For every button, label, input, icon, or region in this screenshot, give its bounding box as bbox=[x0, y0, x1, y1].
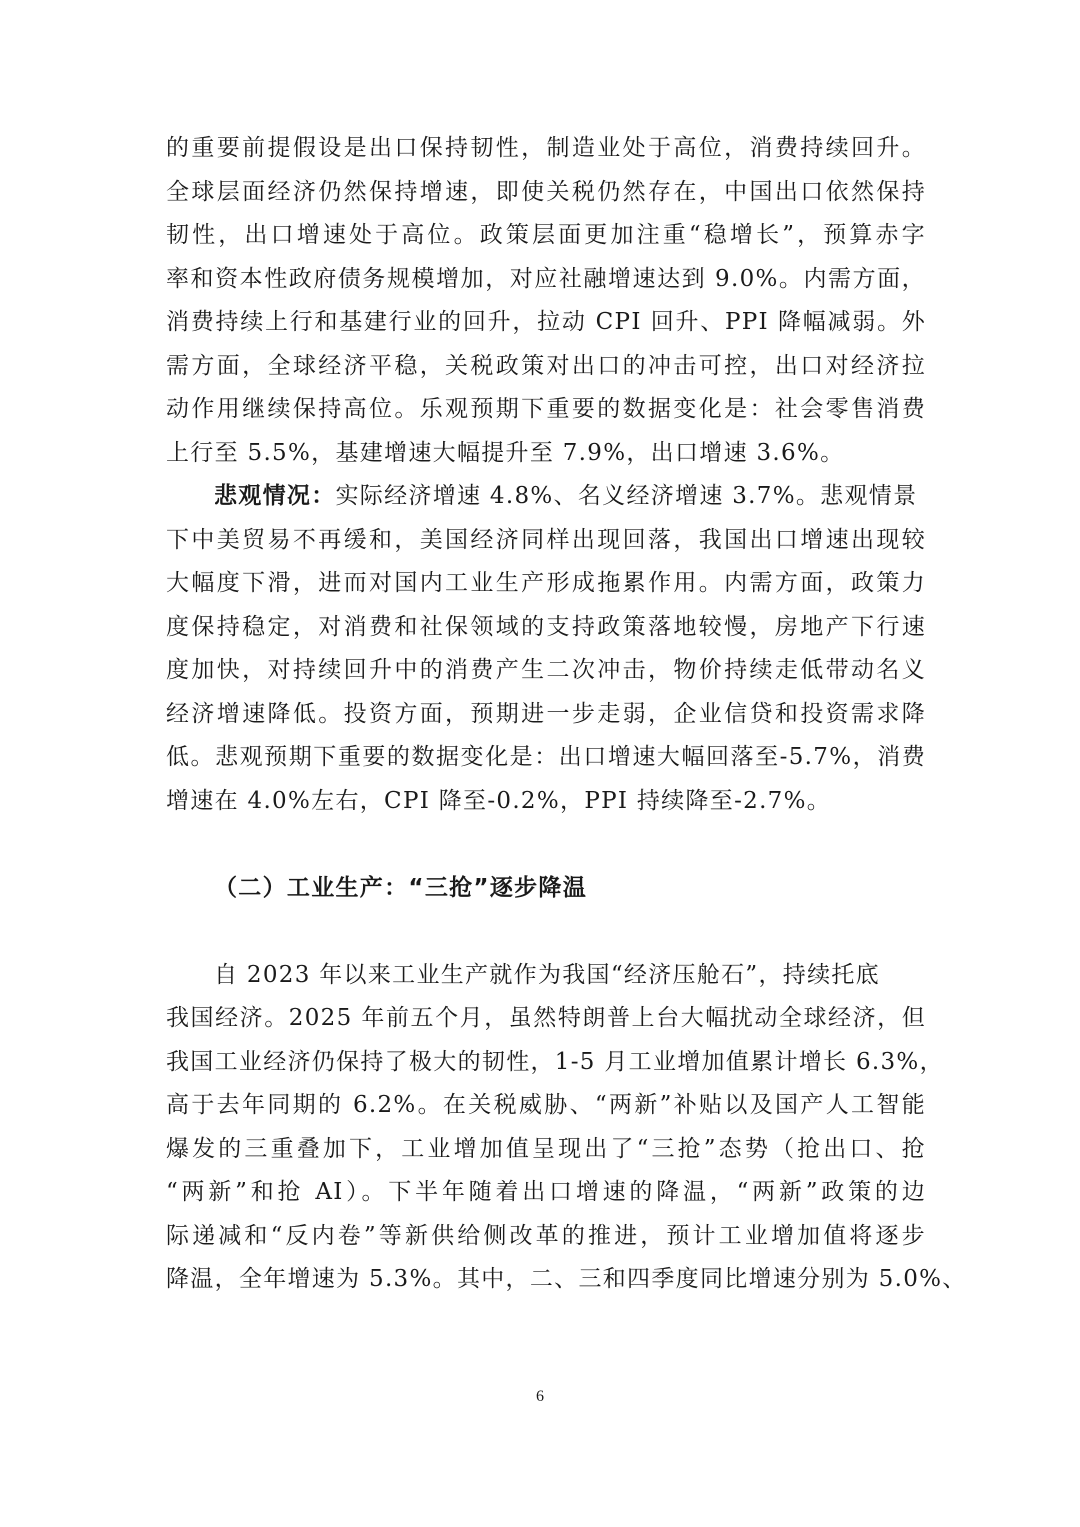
text-line: 高于去年同期的 6.2%。在关税威胁、“两新”补贴以及国产人工智能 bbox=[166, 1092, 926, 1118]
text-line: 的重要前提假设是出口保持韧性，制造业处于高位，消费持续回升。 bbox=[166, 135, 926, 161]
pessimistic-lead-label: 悲观情况： bbox=[214, 483, 336, 509]
text-line-content: 实际经济增速 4.8%、名义经济增速 3.7%。悲观情景 bbox=[335, 483, 918, 509]
text-line: 我国工业经济仍保持了极大的韧性，1-5 月工业增加值累计增长 6.3%， bbox=[166, 1048, 944, 1075]
spacer bbox=[166, 910, 926, 954]
text-line: 经济增速降低。投资方面，预期进一步走弱，企业信贷和投资需求降 bbox=[166, 700, 926, 727]
text-line: 增速在 4.0%左右，CPI 降至-0.2%，PPI 持续降至-2.7%。 bbox=[166, 787, 832, 814]
text-line: 上行至 5.5%，基建增速大幅提升至 7.9%，出口增速 3.6%。 bbox=[166, 439, 845, 466]
paragraph-pessimistic-scenario bbox=[166, 475, 926, 823]
paragraph-industrial-production bbox=[166, 954, 967, 1302]
text-line: 际递减和“反内卷”等新供给侧改革的推进，预计工业增加值将逐步 bbox=[166, 1222, 926, 1249]
document-body bbox=[166, 127, 967, 1302]
paragraph-optimistic-scenario bbox=[166, 127, 926, 475]
text-line: 韧性，出口增速处于高位。政策层面更加注重“稳增长”，预算赤字 bbox=[166, 222, 926, 248]
text-line: 低。悲观预期下重要的数据变化是：出口增速大幅回落至-5.7%，消费 bbox=[166, 744, 926, 770]
text-line: 降温，全年增速为 5.3%。其中，二、三和四季度同比增速分别为 5.0%、 bbox=[166, 1266, 967, 1292]
text-line: 需方面，全球经济平稳，关税政策对出口的冲击可控，出口对经济拉 bbox=[166, 352, 926, 379]
text-line: 自 2023 年以来工业生产就作为我国“经济压舱石”，持续托底 bbox=[214, 961, 880, 988]
spacer bbox=[166, 823, 926, 867]
page-number: 6 bbox=[536, 1388, 544, 1405]
text-line: 大幅度下滑，进而对国内工业生产形成拖累作用。内需方面，政策力 bbox=[166, 570, 926, 596]
text-line: 消费持续上行和基建行业的回升，拉动 CPI 回升、PPI 降幅减弱。外 bbox=[166, 309, 926, 335]
text-line: 度保持稳定，对消费和社保领域的支持政策落地较慢，房地产下行速 bbox=[166, 613, 926, 640]
text-line: 爆发的三重叠加下，工业增加值呈现出了“三抢”态势（抢出口、抢 bbox=[166, 1135, 926, 1162]
text-line: 全球层面经济仍然保持增速，即使关税仍然存在，中国出口依然保持 bbox=[166, 178, 926, 205]
text-line: 率和资本性政府债务规模增加，对应社融增速达到 9.0%。内需方面， bbox=[166, 265, 926, 292]
text-line: 我国经济。2025 年前五个月，虽然特朗普上台大幅扰动全球经济，但 bbox=[166, 1005, 926, 1031]
section-heading: （二）工业生产：“三抢”逐步降温 bbox=[214, 874, 588, 901]
text-line: 下中美贸易不再缓和，美国经济同样出现回落，我国出口增速出现较 bbox=[166, 526, 926, 553]
text-line: 动作用继续保持高位。乐观预期下重要的数据变化是：社会零售消费 bbox=[166, 396, 926, 422]
text-line: “两新”和抢 AI）。下半年随着出口增速的降温，“两新”政策的边 bbox=[166, 1179, 926, 1205]
text-line bbox=[166, 475, 926, 519]
text-line: 度加快，对持续回升中的消费产生二次冲击，物价持续走低带动名义 bbox=[166, 657, 926, 683]
